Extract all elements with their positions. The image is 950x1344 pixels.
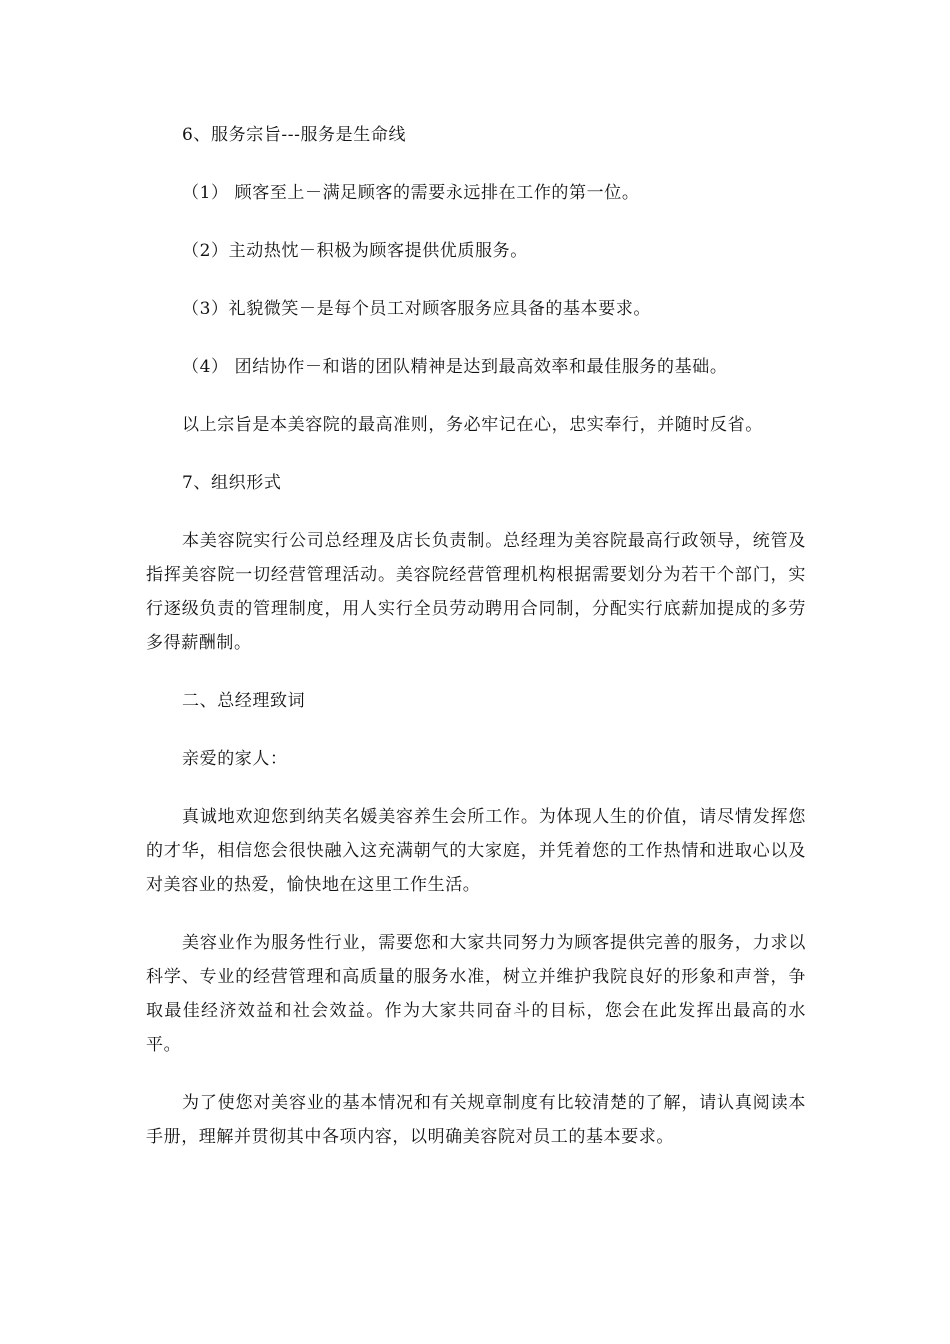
list-item-3: （3）礼貌微笑－是每个员工对顾客服务应具备的基本要求。 [182,299,652,319]
purpose-summary: 以上宗旨是本美容院的最高准则，务必牢记在心，忠实奉行，并随时反省。 [182,415,763,435]
industry-paragraph: 美容业作为服务性行业，需要您和大家共同努力为顾客提供完善的服务，力求以科学、专业的经营管理和高质量的服务水准，树立并维护我院良好的形象和声誉，争取最佳经济效益和社会效益。作为大家共同奋斗的目标，您会在此发挥出最高的水平。 [146,933,806,1055]
document-body [146,118,806,1178]
list-item-4: （4） 团结协作－和谐的团队精神是达到最高效率和最佳服务的基础。 [182,357,728,377]
organization-paragraph: 本美容院实行公司总经理及店长负责制。总经理为美容院最高行政领导，统管及指挥美容院一切经营管理活动。美容院经营管理机构根据需要划分为若干个部门，实行逐级负责的管理制度，用人实行全员劳动聘用合同制，分配实行底薪加提成的多劳多得薪酬制。 [146,531,806,653]
list-item-1: （1） 顾客至上－满足顾客的需要永远排在工作的第一位。 [182,183,640,203]
section-heading-organization: 7、组织形式 [182,473,282,493]
salutation: 亲爱的家人： [182,749,288,769]
welcome-paragraph: 真诚地欢迎您到纳芙名媛美容养生会所工作。为体现人生的价值，请尽情发挥您的才华，相信您会很快融入这充满朝气的大家庭，并凭着您的工作热情和进取心以及对美容业的热爱，愉快地在这里工作生活。 [146,807,806,895]
section-heading-service-purpose: 6、服务宗旨---服务是生命线 [182,125,407,145]
handbook-paragraph: 为了使您对美容业的基本情况和有关规章制度有比较清楚的了解，请认真阅读本手册，理解并贯彻其中各项内容，以明确美容院对员工的基本要求。 [146,1093,806,1147]
section-heading-gm-speech: 二、总经理致词 [182,691,306,711]
list-item-2: （2）主动热忱－积极为顾客提供优质服务。 [182,241,528,261]
